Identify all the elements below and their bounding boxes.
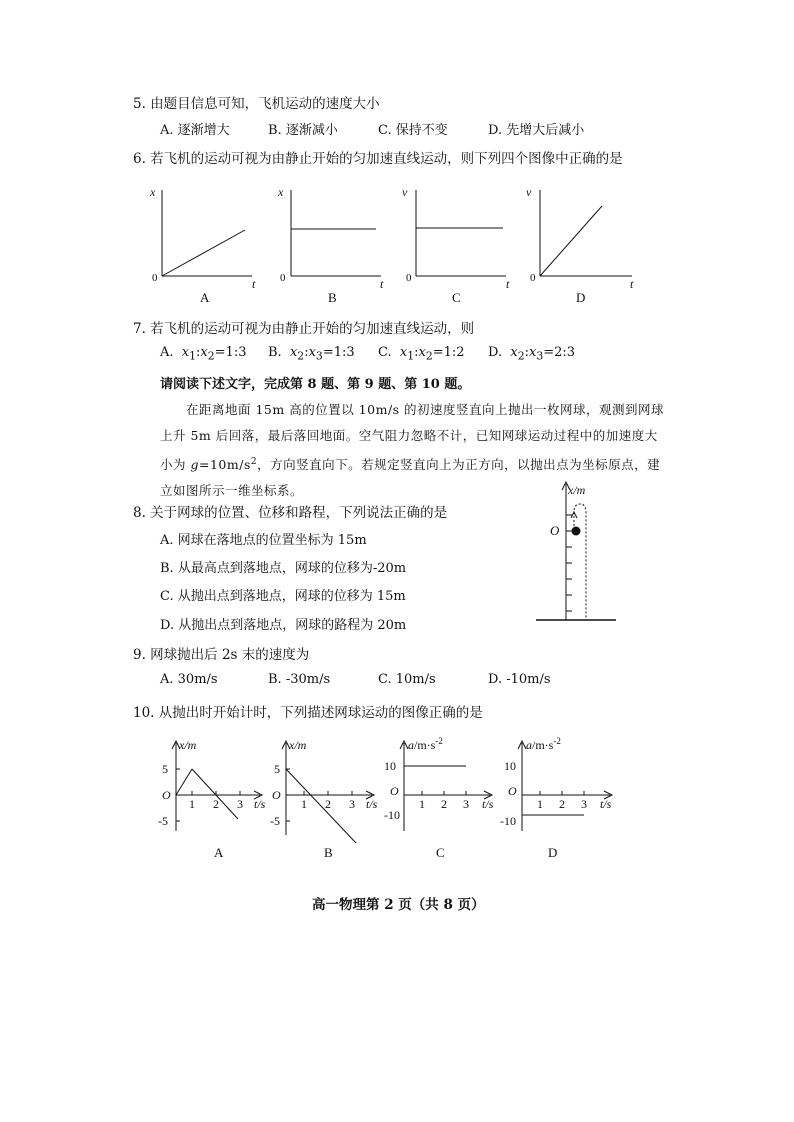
q10-b-letter: B <box>324 845 333 860</box>
q10-c-xtick-1: 1 <box>419 797 425 811</box>
q10-a-xtick-3: 3 <box>237 797 243 811</box>
q6-b-origin: 0 <box>280 272 286 284</box>
svg-text:a/m·s-2 <box>526 736 561 752</box>
figure-origin-label: O <box>550 523 560 538</box>
q10-c-ytick-10: 10 <box>384 759 396 773</box>
q10-b-xtick-1: 1 <box>301 797 307 811</box>
q10-c-origin: O <box>390 784 399 798</box>
q10-graph-c <box>384 736 494 860</box>
q6-graph-d <box>526 185 634 305</box>
q6-graph-c <box>402 185 510 305</box>
q6-d-line <box>540 206 602 276</box>
q7-option-b: B. $x_2:x_3=1:3$ <box>268 345 355 363</box>
q10-graphs <box>150 735 630 865</box>
q5-stem: 5. 由题目信息可知，飞机运动的速度大小 <box>133 96 380 112</box>
q10-graph-d <box>500 736 612 860</box>
q8-option-c: C. 从抛出点到落地点，网球的位移为 15m <box>160 589 406 604</box>
reading-instruction: 请阅读下述文字，完成第 8 题、第 9 题、第 10 题。 <box>160 377 471 392</box>
q6-b-y-label: x <box>278 185 284 199</box>
q10-stem: 10. 从抛出时开始计时，下列描述网球运动的图像正确的是 <box>133 705 483 721</box>
reading-passage: 在距离地面 15m 高的位置以 10m/s 的初速度竖直向上抛出一枚网球，观测到网球上升 5m 后回落，最后落回地面。空气阻力忽略不计，已知网球运动过程中的加速度大小为 $g=10m/s^2$，方向竖直向下。若规定竖直向上为正方向，以抛出点为坐标原点，建立如图所示一维坐标系。 <box>160 402 665 499</box>
q10-d-xtick-3: 3 <box>581 797 587 811</box>
q10-b-line <box>286 769 356 843</box>
q10-a-x-label: t/s <box>254 797 266 811</box>
q8-option-a: A. 网球在落地点的位置坐标为 15m <box>160 533 367 548</box>
q7-option-a: A. $x_1:x_2=1:3$ <box>160 345 247 363</box>
q6-d-x-label: t <box>630 277 634 291</box>
tennis-ball <box>572 527 581 536</box>
q10-d-y-label-unit: /m·s <box>532 738 554 752</box>
q10-d-ytick-10: 10 <box>504 759 516 773</box>
q6-a-y-label: x <box>150 185 156 199</box>
q10-a-xtick-1: 1 <box>189 797 195 811</box>
q10-b-origin: O <box>272 788 281 802</box>
q6-a-line <box>162 230 245 276</box>
q10-d-y-label-a: a <box>526 738 532 752</box>
q10-c-xtick-2: 2 <box>441 797 447 811</box>
q10-graph-b <box>270 738 378 860</box>
q10-a-ytick-neg5: -5 <box>158 814 168 828</box>
q5-option-d: D. 先增大后减小 <box>488 123 585 138</box>
q10-d-xtick-2: 2 <box>559 797 565 811</box>
q8-stem: 8. 关于网球的位置、位移和路程，下列说法正确的是 <box>133 505 448 521</box>
q10-b-xtick-2: 2 <box>325 797 331 811</box>
q7-stem: 7. 若飞机的运动可视为由静止开始的匀加速直线运动，则 <box>133 321 475 337</box>
q8-option-d: D. 从抛出点到落地点，网球的路程为 20m <box>160 618 407 633</box>
q6-c-y-label: v <box>402 185 408 199</box>
q6-d-origin: 0 <box>530 272 536 284</box>
svg-text:x/m <box>288 738 307 752</box>
q10-a-y-label: x/m <box>179 738 197 752</box>
q7-option-d: D. $x_2:x_3=2:3$ <box>488 345 576 363</box>
ball-trajectory <box>574 504 586 619</box>
q5-option-a: A. 逐渐增大 <box>160 123 230 138</box>
coordinate-figure <box>530 478 630 628</box>
q6-a-origin: 0 <box>152 272 158 284</box>
q10-d-letter: D <box>548 845 558 860</box>
q6-c-x-label: t <box>506 277 510 291</box>
q6-graph-b <box>277 185 384 305</box>
svg-text:x/m <box>178 738 197 752</box>
q5-option-b: B. 逐渐减小 <box>268 123 338 138</box>
q6-c-origin: 0 <box>406 272 412 284</box>
q10-b-xtick-3: 3 <box>349 797 355 811</box>
q10-a-ytick-5: 5 <box>162 762 168 776</box>
q9-option-a: A. 30m/s <box>160 672 218 687</box>
q10-d-ytick-neg10: -10 <box>500 814 516 828</box>
q10-c-y-label-exp: -2 <box>435 736 443 746</box>
q10-b-y-label: x/m <box>289 738 307 752</box>
q10-a-origin: O <box>162 788 171 802</box>
q10-c-y-label-a: a <box>408 738 414 752</box>
q10-c-x-label: t/s <box>482 797 494 811</box>
q9-option-b: B. -30m/s <box>268 672 331 687</box>
q10-b-ytick-5: 5 <box>274 762 280 776</box>
q10-c-letter: C <box>436 845 445 860</box>
q7-option-c: C. $x_1:x_2=1:2$ <box>378 345 465 363</box>
q10-a-line-down <box>192 769 238 819</box>
q10-b-ytick-neg5: -5 <box>270 814 280 828</box>
q10-d-origin: O <box>508 784 517 798</box>
q6-stem: 6. 若飞机的运动可视为由静止开始的匀加速直线运动，则下列四个图像中正确的是 <box>133 151 623 167</box>
q10-c-xtick-3: 3 <box>463 797 469 811</box>
q9-option-d: D. -10m/s <box>488 672 551 687</box>
q6-graph-a <box>149 185 256 305</box>
figure-axis-label: x/m <box>568 483 586 497</box>
svg-text:a/m·s-2 <box>408 736 443 752</box>
q10-b-x-label: t/s <box>366 797 378 811</box>
q10-c-y-label-unit: /m·s <box>414 738 436 752</box>
svg-text:x/m <box>567 483 586 497</box>
q6-a-x-label: t <box>252 277 256 291</box>
q10-a-xtick-2: 2 <box>213 797 219 811</box>
q9-stem: 9. 网球抛出后 2s 末的速度为 <box>133 647 310 663</box>
figure-ticks <box>566 515 572 611</box>
q10-a-letter: A <box>214 845 224 860</box>
page-footer: 高一物理第 2 页（共 8 页） <box>312 897 485 913</box>
q10-c-ytick-neg10: -10 <box>384 808 400 822</box>
q5-option-c: C. 保持不变 <box>378 123 448 138</box>
q6-d-y-label: v <box>526 185 532 199</box>
q10-d-x-label: t/s <box>600 797 612 811</box>
q6-graphs <box>140 178 660 308</box>
q10-d-y-label-exp: -2 <box>553 736 561 746</box>
q10-d-xtick-1: 1 <box>537 797 543 811</box>
q6-c-letter: C <box>452 290 461 305</box>
q10-a-line-up <box>176 769 192 795</box>
q6-d-letter: D <box>576 290 586 305</box>
q8-option-b: B. 从最高点到落地点，网球的位移为-20m <box>160 561 407 576</box>
q6-a-letter: A <box>200 290 210 305</box>
q6-b-letter: B <box>328 290 337 305</box>
q6-b-x-label: t <box>380 277 384 291</box>
q9-option-c: C. 10m/s <box>378 672 436 687</box>
q10-graph-a <box>158 738 266 860</box>
